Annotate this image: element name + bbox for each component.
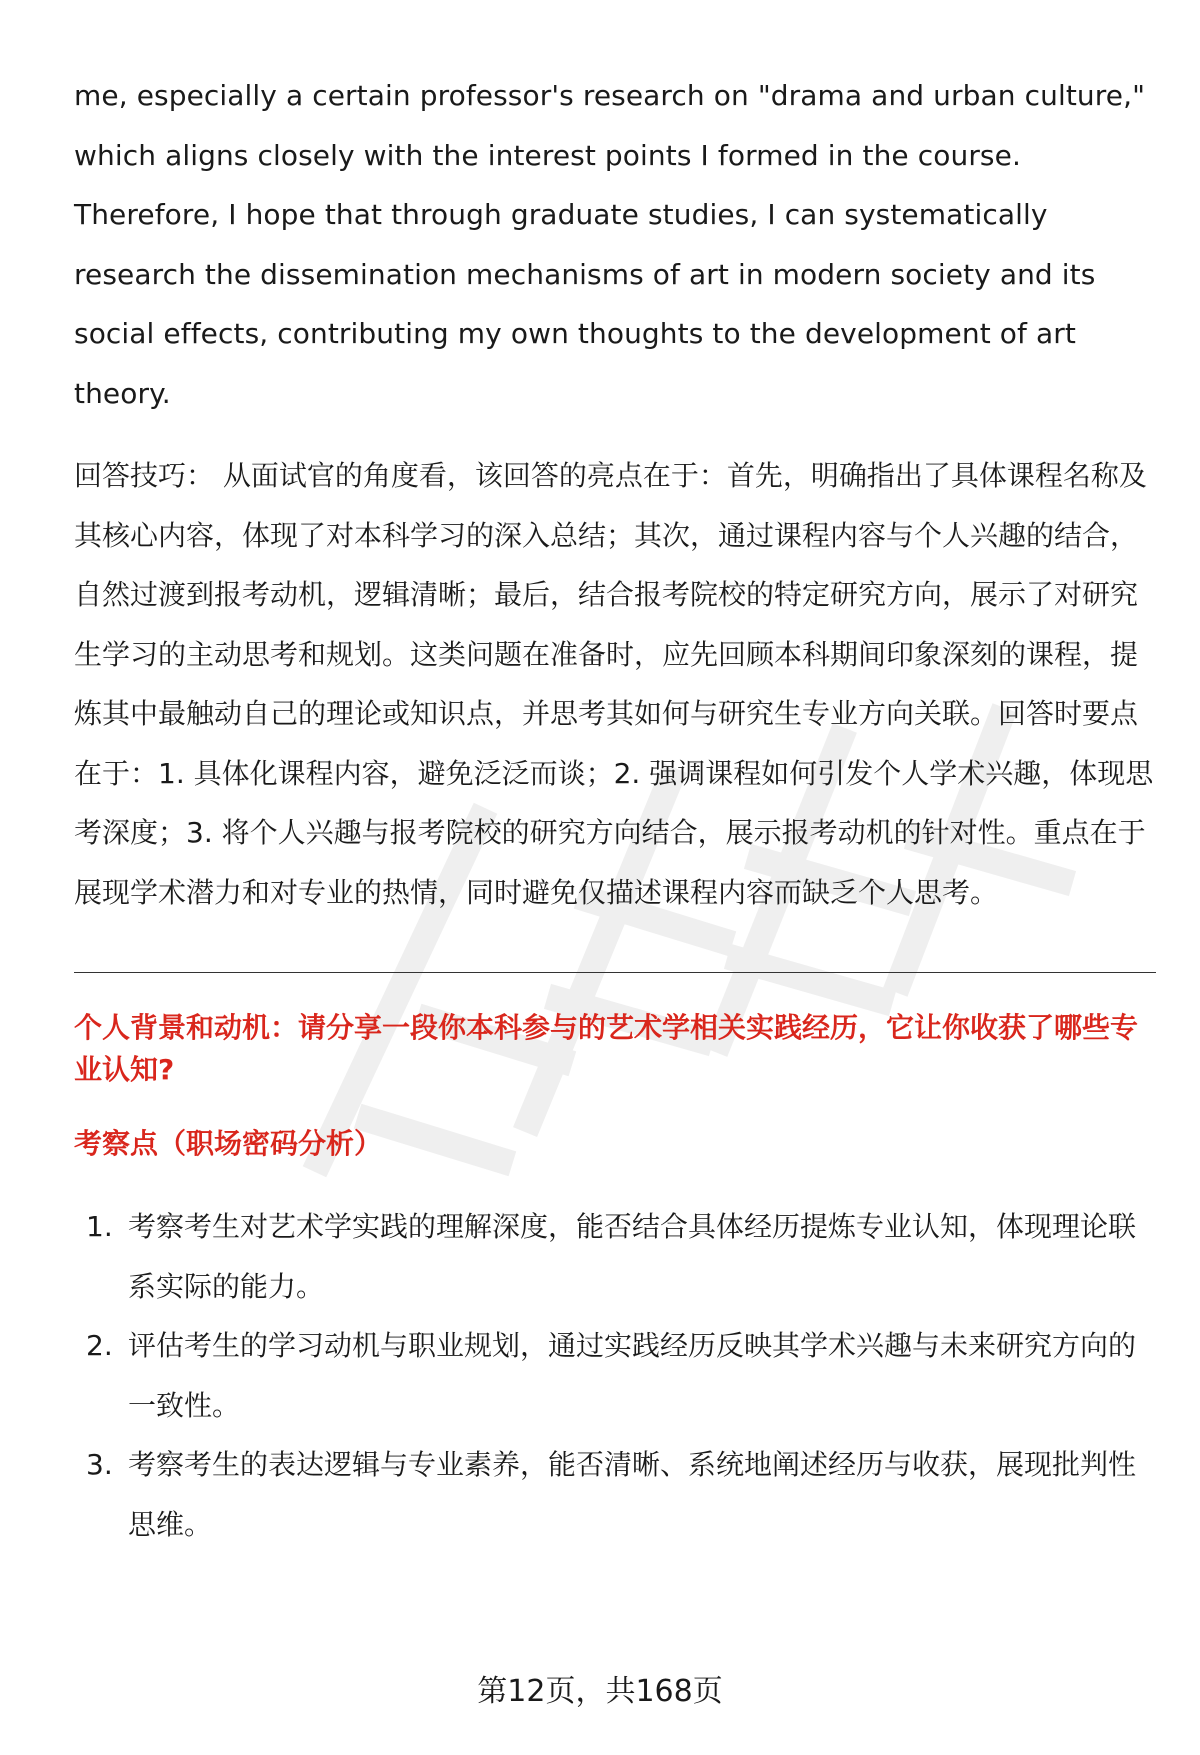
assessment-points-title: 考察点（职场密码分析） [74, 1127, 383, 1160]
question-heading: 个人背景和动机：请分享一段你本科参与的艺术学相关实践经历，它让你收获了哪些专业认知? [74, 1011, 1139, 1086]
section-divider [74, 972, 1156, 973]
list-item-number: 1. [86, 1210, 113, 1243]
page-number-footer: 第12页，共168页 [477, 1674, 723, 1709]
answer-tips-paragraph: 回答技巧： 从面试官的角度看，该回答的亮点在于：首先，明确指出了具体课程名称及其核心内容，体现了对本科学习的深入总结；其次，通过课程内容与个人兴趣的结合，自然过渡到报考动机，逻辑清晰；最后，结合报考院校的特定研究方向，展示了对研究生学习的主动思考和规划。这类问题在准备时，应先回顾本科期间印象深刻的课程，提炼其中最触动自己的理论或知识点，并思考其如何与研究生专业方向关联。回答时要点在于：1. 具体化课程内容，避免泛泛而谈；2. 强调课程如何引发个人学术兴趣，体现思考深度；3. 将个人兴趣与报考院校的研究方向结合，展示报考动机的针对性。重点在于展现学术潜力和对专业的热情，同时避免仅描述课程内容而缺乏个人思考。 [74, 459, 1154, 909]
list-item [74, 1435, 1160, 1554]
list-item-text: 考察考生对艺术学实践的理解深度，能否结合具体经历提炼专业认知，体现理论联系实际的能力。 [128, 1210, 1137, 1303]
list-item-text: 考察考生的表达逻辑与专业素养，能否清晰、系统地阐述经历与收获，展现批判性思维。 [128, 1448, 1137, 1541]
list-item-number: 2. [86, 1329, 113, 1362]
content-area [74, 66, 1160, 1554]
list-item [74, 1316, 1160, 1435]
answer-paragraph-end: me, especially a certain professor's research on "drama and urban culture," which aligns closely with the interest points I formed in the course. Therefore, I hope that through graduate studies, I can systematically research the dissemination mechanisms of art in modern society and its social effects, contributing my own thoughts to the development of art theory. [74, 79, 1146, 410]
list-item-text: 评估考生的学习动机与职业规划，通过实践经历反映其学术兴趣与未来研究方向的一致性。 [128, 1329, 1137, 1422]
list-item-number: 3. [86, 1448, 113, 1481]
list-item [74, 1197, 1160, 1316]
assessment-points-list [74, 1197, 1160, 1554]
